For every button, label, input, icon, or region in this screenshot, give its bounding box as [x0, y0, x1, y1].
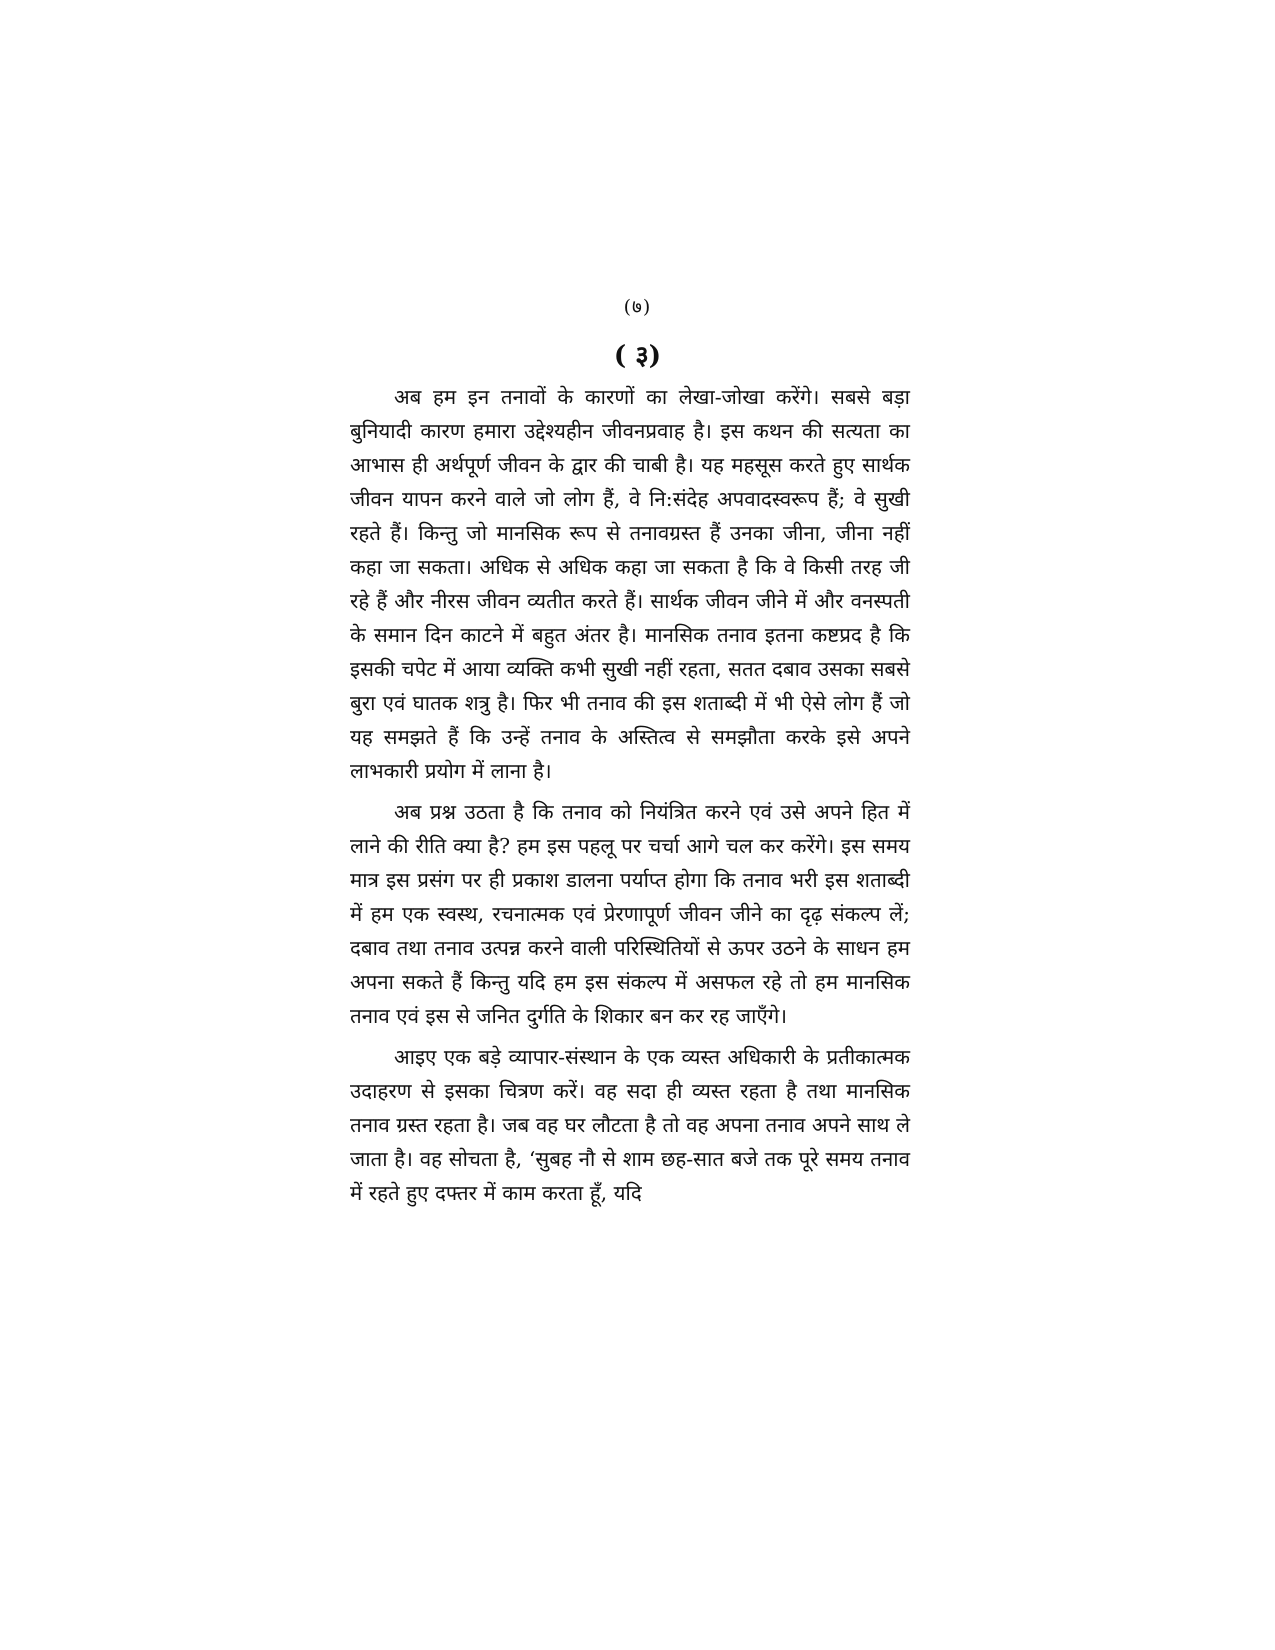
paragraph-1: अब हम इन तनावों के कारणों का लेखा-जोखा करेंगे। सबसे बड़ा बुनियादी कारण हमारा उद्देश्यहीन जीवनप्रवाह है। इस कथन की सत्यता का आभास ही अर्थपूर्ण जीवन के द्वार की चाबी है। यह महसूस करते हुए सार्थक जीवन यापन करने वाले जो लोग हैं, वे नि:संदेह अपवादस्वरूप हैं; वे सुखी रहते हैं। किन्तु जो मानसिक रूप से तनावग्रस्त हैं उनका जीना, जीना नहीं कहा जा सकता। अधिक से अधिक कहा जा सकता है कि वे किसी तरह जी रहे हैं और नीरस जीवन व्यतीत करते हैं। सार्थक जीवन जीने में और वनस्पती के समान दिन काटने में बहुत अंतर है। मानसिक तनाव इतना कष्टप्रद है कि इसकी चपेट में आया व्यक्ति कभी सुखी नहीं रहता, सतत दबाव उसका सबसे बुरा एवं घातक शत्रु है। फिर भी तनाव की इस शताब्दी में भी ऐसे लोग हैं जो यह समझते हैं कि उन्हें तनाव के अस्तित्व से समझौता करके इसे अपने लाभकारी प्रयोग में लाना है।: [350, 385, 910, 783]
paragraph-3: आइए एक बड़े व्यापार-संस्थान के एक व्यस्त अधिकारी के प्रतीकात्मक उदाहरण से इसका चित्रण करें। वह सदा ही व्यस्त रहता है तथा मानसिक तनाव ग्रस्त रहता है। जब वह घर लौटता है तो वह अपना तनाव अपने साथ ले जाता है। वह सोचता है, ‘सुबह नौ से शाम छह-सात बजे तक पूरे समय तनाव में रहते हुए दफ्तर में काम करता हूँ, यदि: [350, 1045, 910, 1205]
page-number: (७): [623, 296, 652, 318]
paragraph-2: अब प्रश्न उठता है कि तनाव को नियंत्रित करने एवं उसे अपने हित में लाने की रीति क्या है? हम इस पहलू पर चर्चा आगे चल कर करेंगे। इस समय मात्र इस प्रसंग पर ही प्रकाश डालना पर्याप्त होगा कि तनाव भरी इस शताब्दी में हम एक स्वस्थ, रचनात्मक एवं प्रेरणापूर्ण जीवन जीने का दृढ़ संकल्प लें; दबाव तथा तनाव उत्पन्न करने वाली परिस्थितियों से ऊपर उठने के साधन हम अपना सकते हैं किन्तु यदि हम इस संकल्प में असफल रहे तो हम मानसिक तनाव एवं इस से जनित दुर्गति के शिकार बन कर रह जाएँगे।: [350, 800, 910, 1028]
body-text: [350, 380, 910, 1217]
section-heading: ( ३): [613, 341, 662, 371]
